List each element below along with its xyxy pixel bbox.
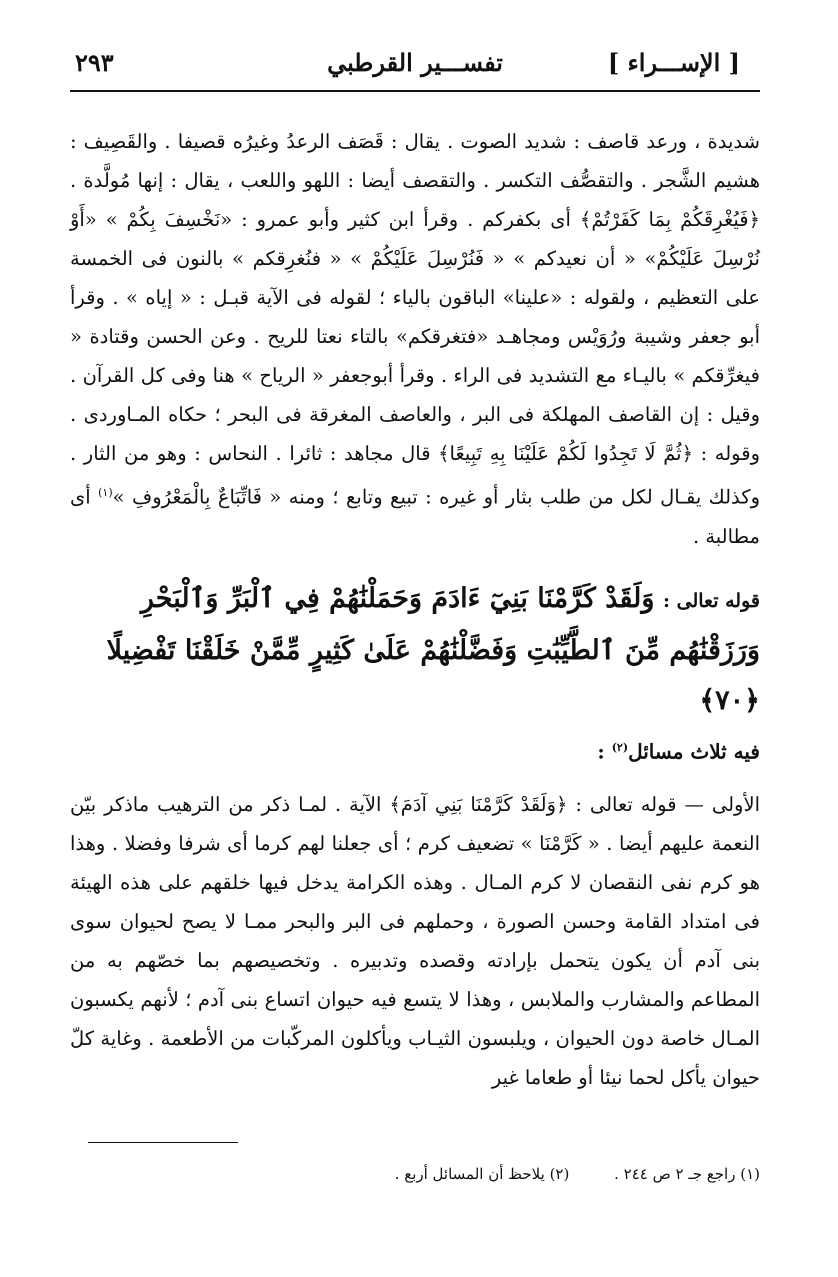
verse-intro: قوله تعالى :	[663, 589, 760, 612]
commentary-paragraph-2: الأولى — قوله تعالى : ﴿وَلَقَدْ كَرَّمْنَا بَنِي آدَمَ﴾ الآية . لمـا ذكر من الترهيب ماذكر بيّن النعمة عليهم أيضا . « كَرَّمْنَا » تضعيف كرم ؛ أى جعلنا لهم كرما أى شرفا وفضلا . وهذا هو كرم نفى النقصان لا كرم المـال . وهذه الكرامة يدخل فيها خلقهم على هذه الهيئة فى امتداد القامة وحسن الصورة ، وحملهم فى البر والبحر ممـا لا يصح لحيوان سوى بنى آدم أن يكون يتحمل بإرادته وقصده وتدبيره . وتخصيصهم بما خصّهم به من المطاعم والمشارب والملابس ، وهذا لا يتسع فيه حيوان اتساع بنى آدم ؛ لأنهم يكسبون المـال خاصة دون الحيوان ، ويلبسون الثيـاب ويأكلون المركّبات من الأطعمة . وغاية كلّ حيوان يأكل لحما نيئا أو طعاما غير	[70, 793, 760, 1090]
issues-heading	[70, 728, 760, 772]
quran-verse	[70, 574, 760, 726]
commentary-block	[70, 122, 760, 556]
commentary-paragraph	[70, 122, 760, 556]
commentary-text: شديدة ، ورعد قاصف : شديد الصوت . يقال : قَصَف الرعدُ وغيرُه قصيفا . والقَصِيف : هشيم الشَّجر . والتقصُّف التكسر . والتقصف أيضا : اللهو واللعب ، يقال : إنها مُولَّدة . ﴿فَيُغْرِقَكُمْ بِمَا كَفَرْتُمْ﴾ أى بكفركم . وقرأ ابن كثير وأبو عمرو : «نَخْسِفَ بِكُمْ » «أَوْ نُرْسِلَ عَلَيْكُمْ» « أن نعيدكم » « فَنُرْسِلَ عَلَيْكُمْ » « فنُغرِقكم » بالنون فى الخمسة على التعظيم ، ولقوله : «علينا» الباقون بالياء ؛ لقوله فى الآية قبـل : « إياه » . وقرأ أبو جعفر وشيبة ورُوَيْس ومجاهـد «فتغرقكم» بالتاء نعتا للريح . وعن الحسن وقتادة « فيغرِّقكم » باليـاء مع التشديد فى الراء . وقرأ أبوجعفر « الرياح » هنا وفى كل القرآن . وقيل : إن القاصف المهلكة فى البر ، والعاصف المغرقة فى البحر ؛ حكاه المـاوردى . وقوله : ﴿ثُمَّ لَا تَجِدُوا لَكُمْ عَلَيْنَا بِهِ تَبِيعًا﴾ قال مجاهد : ثائرا . النحاس : وهو من الثار . وكذلك يقـال لكل من طلب بثار أو غيره : تبيع وتابع ؛ ومنه « فَاتِّبَاعٌ بِالْمَعْرُوفِ »	[70, 130, 760, 509]
ayah-number: ﴿٧٠﴾	[699, 684, 760, 716]
issues-heading-text: فيه ثلاث مسائل	[628, 739, 760, 764]
section-title: [ الإســـراء ]	[607, 48, 740, 77]
footnote-marker: (١)	[98, 486, 113, 499]
verse-text: وَلَقَدْ كَرَّمْنَا بَنِيٓ ءَادَمَ وَحَمَلْنَٰهُمْ فِي ٱلْبَرِّ وَٱلْبَحْرِ وَرَزَقْنَٰهُم مِّنَ ٱلطَّيِّبَٰتِ وَفَضَّلْنَٰهُمْ عَلَىٰ كَثِيرٍ مِّمَّنْ خَلَقْنَا تَفْضِيلًا	[106, 582, 760, 666]
footnote-marker: (٢)	[611, 740, 629, 754]
footnotes	[70, 1165, 760, 1183]
footnote-1: (١) راجع جـ ٢ ص ٢٤٤ .	[614, 1165, 760, 1183]
issues-heading-colon: :	[597, 739, 612, 764]
page-header	[70, 40, 760, 92]
commentary-text-end: أى مطالبة .	[70, 485, 760, 548]
book-page	[70, 40, 760, 1240]
footnote-2: (٢) يلاحظ أن المسائل أربع .	[394, 1165, 570, 1183]
page-number: ٢٩٣	[75, 48, 114, 77]
book-title: تفســـير القرطبي	[327, 48, 503, 77]
commentary-block-2	[70, 785, 760, 1097]
footnote-divider	[88, 1142, 238, 1143]
